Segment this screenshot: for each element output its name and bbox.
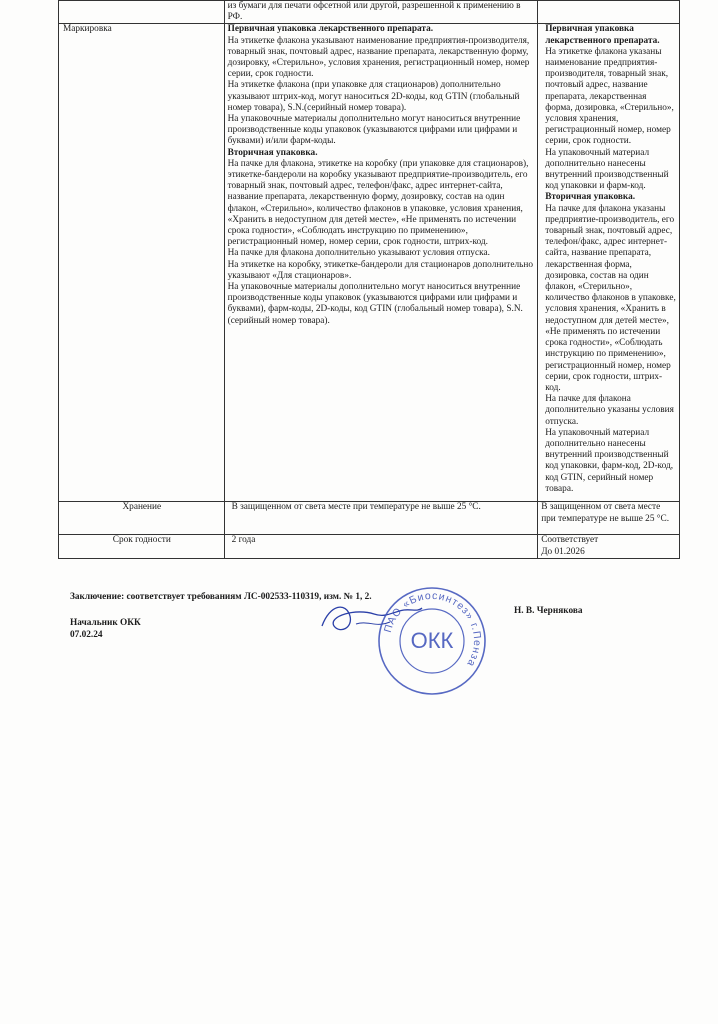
param-cell-storage (59, 502, 225, 535)
head-title: Начальник ОКК (70, 618, 141, 628)
stamp-center-text: ОКК (410, 628, 454, 653)
primary-title: Первичная упаковка лекарственного препарата. (227, 24, 434, 35)
conclusion-text: Заключение: соответствует требованиям ЛС-002533-110319, изм. № 1, 2. (70, 592, 372, 602)
table-row-marking (59, 24, 680, 502)
table-row-storage (59, 502, 680, 535)
requirement-line: На пачке для флакона, этикетке на коробку (при упаковке для стационаров), этикетке-бандероли на коробку указывают предприятие-производитель, его товарный знак, почтовый адрес, телефон/факс, адрес интернет-сайта, название препарата, лекарственную форму, дозировку, состав на один флакон, «Стерильно», количество флаконов в упаковке, условия хранения, «Хранить в недоступном для детей месте», «Не применять по истечении срока годности», «Соблюдать инструкцию по применению», регистрационный номер, номер серии, срок годности, штрих-код. (227, 158, 529, 248)
result-cell-empty (538, 1, 680, 24)
result-text: Соответствует (541, 535, 599, 546)
result-date: До 01.2026 (541, 546, 585, 557)
primary-title: Первичная упаковка лекарственного препарата. (545, 24, 660, 46)
requirement-text: из бумаги для печати офсетной или другой, разрешенной к применению в РФ. (227, 1, 521, 23)
result-cell-storage (538, 502, 680, 535)
head-date: 07.02.24 (70, 630, 103, 640)
specification-table (58, 0, 680, 559)
requirement-line: На пачке для флакона дополнительно указывают условия отпуска. (227, 248, 490, 259)
result-line: На пачке для флакона дополнительно указаны условия отпуска. (545, 394, 674, 427)
param-label: Хранение (122, 502, 162, 513)
requirement-cell-marking (224, 24, 538, 502)
result-text: В защищенном от света месте при температуре не выше 25 °С. (541, 502, 670, 524)
secondary-title: Вторичная упаковка. (545, 192, 636, 203)
requirement-line: На упаковочные материалы дополнительно могут наноситься внутренние производственные коды упаковок (указываются цифрами или цифрами и буквами), фарм-коды, 2D-коды, код GTIN (глобальный номер товара), S.N.(серийный номер товара). (227, 282, 523, 326)
result-line: На упаковочный материал дополнительно нанесены внутренний производственный код упаковки и фарм-код. (545, 147, 669, 192)
company-stamp-icon (376, 585, 488, 697)
result-cell-marking (538, 24, 680, 502)
result-line: На упаковочный материал дополнительно нанесены внутренний производственный код упаковки, фарм-код, 2D-код, код GTIN, серийный номер товара. (545, 427, 674, 494)
requirement-line: На этикетке на коробку, этикетке-бандероли для стационаров дополнительно указывают «Для стационаров». (227, 259, 533, 281)
result-line: На пачке для флакона указаны предприятие-производитель, его товарный знак, почтовый адрес, телефон/факс, адрес интернет-сайта, название препарата, лекарственная форма, дозировка, состав на один флакон, «Стерильно», количество флаконов в упаковке, условия хранения, «Хранить в недоступном для детей месте», «Не применять по истечении срока годности», «Соблюдать инструкцию по применению», регистрационный номер, номер серии, срок годности, штрих-код. (545, 203, 676, 393)
requirement-cell (224, 1, 538, 24)
requirement-cell-storage (224, 502, 538, 535)
secondary-title: Вторичная упаковка. (227, 147, 318, 158)
param-label: Маркировка (63, 24, 112, 35)
result-line: На этикетке флакона указаны наименование предприятия-производителя, товарный знак, почтовый адрес, название препарата, лекарственная форма, дозировка, «Стерильно», условия хранения, регистрационный номер, номер серии, срок годности. (545, 46, 674, 147)
requirement-cell-shelf-life (224, 535, 538, 558)
param-cell-shelf-life (59, 535, 225, 558)
param-label: Срок годности (112, 535, 171, 546)
requirement-text: В защищенном от света месте при температуре не выше 25 °С. (231, 502, 481, 513)
requirement-text: 2 года (231, 535, 256, 546)
requirement-line: На этикетке флакона указывают наименование предприятия-производителя, товарный знак, почтовый адрес, название препарата, лекарственную форму, дозировку, «Стерильно», условия хранения, регистрационный номер, номер серии, срок годности. (227, 35, 530, 80)
param-cell-marking (59, 24, 225, 502)
requirement-line: На этикетке флакона (при упаковке для стационаров) дополнительно указывают штрих-код, могут наноситься 2D-коды, код GTIN (глобальный номер товара), S.N.(серийный номер товара). (227, 80, 520, 113)
result-cell-shelf-life (538, 535, 680, 558)
table-row-paper (59, 1, 680, 24)
table-row-shelf-life (59, 535, 680, 558)
stamp-ring-text: ПАО «Биосинтез» г.Пенза (381, 589, 484, 670)
param-cell-empty (59, 1, 225, 24)
requirement-line: На упаковочные материалы дополнительно могут наноситься внутренние производственные коды упаковок (указываются цифрами или цифрами и буквами) и/или фарм-коды. (227, 114, 521, 147)
head-name: Н. В. Чернякова (514, 606, 583, 616)
